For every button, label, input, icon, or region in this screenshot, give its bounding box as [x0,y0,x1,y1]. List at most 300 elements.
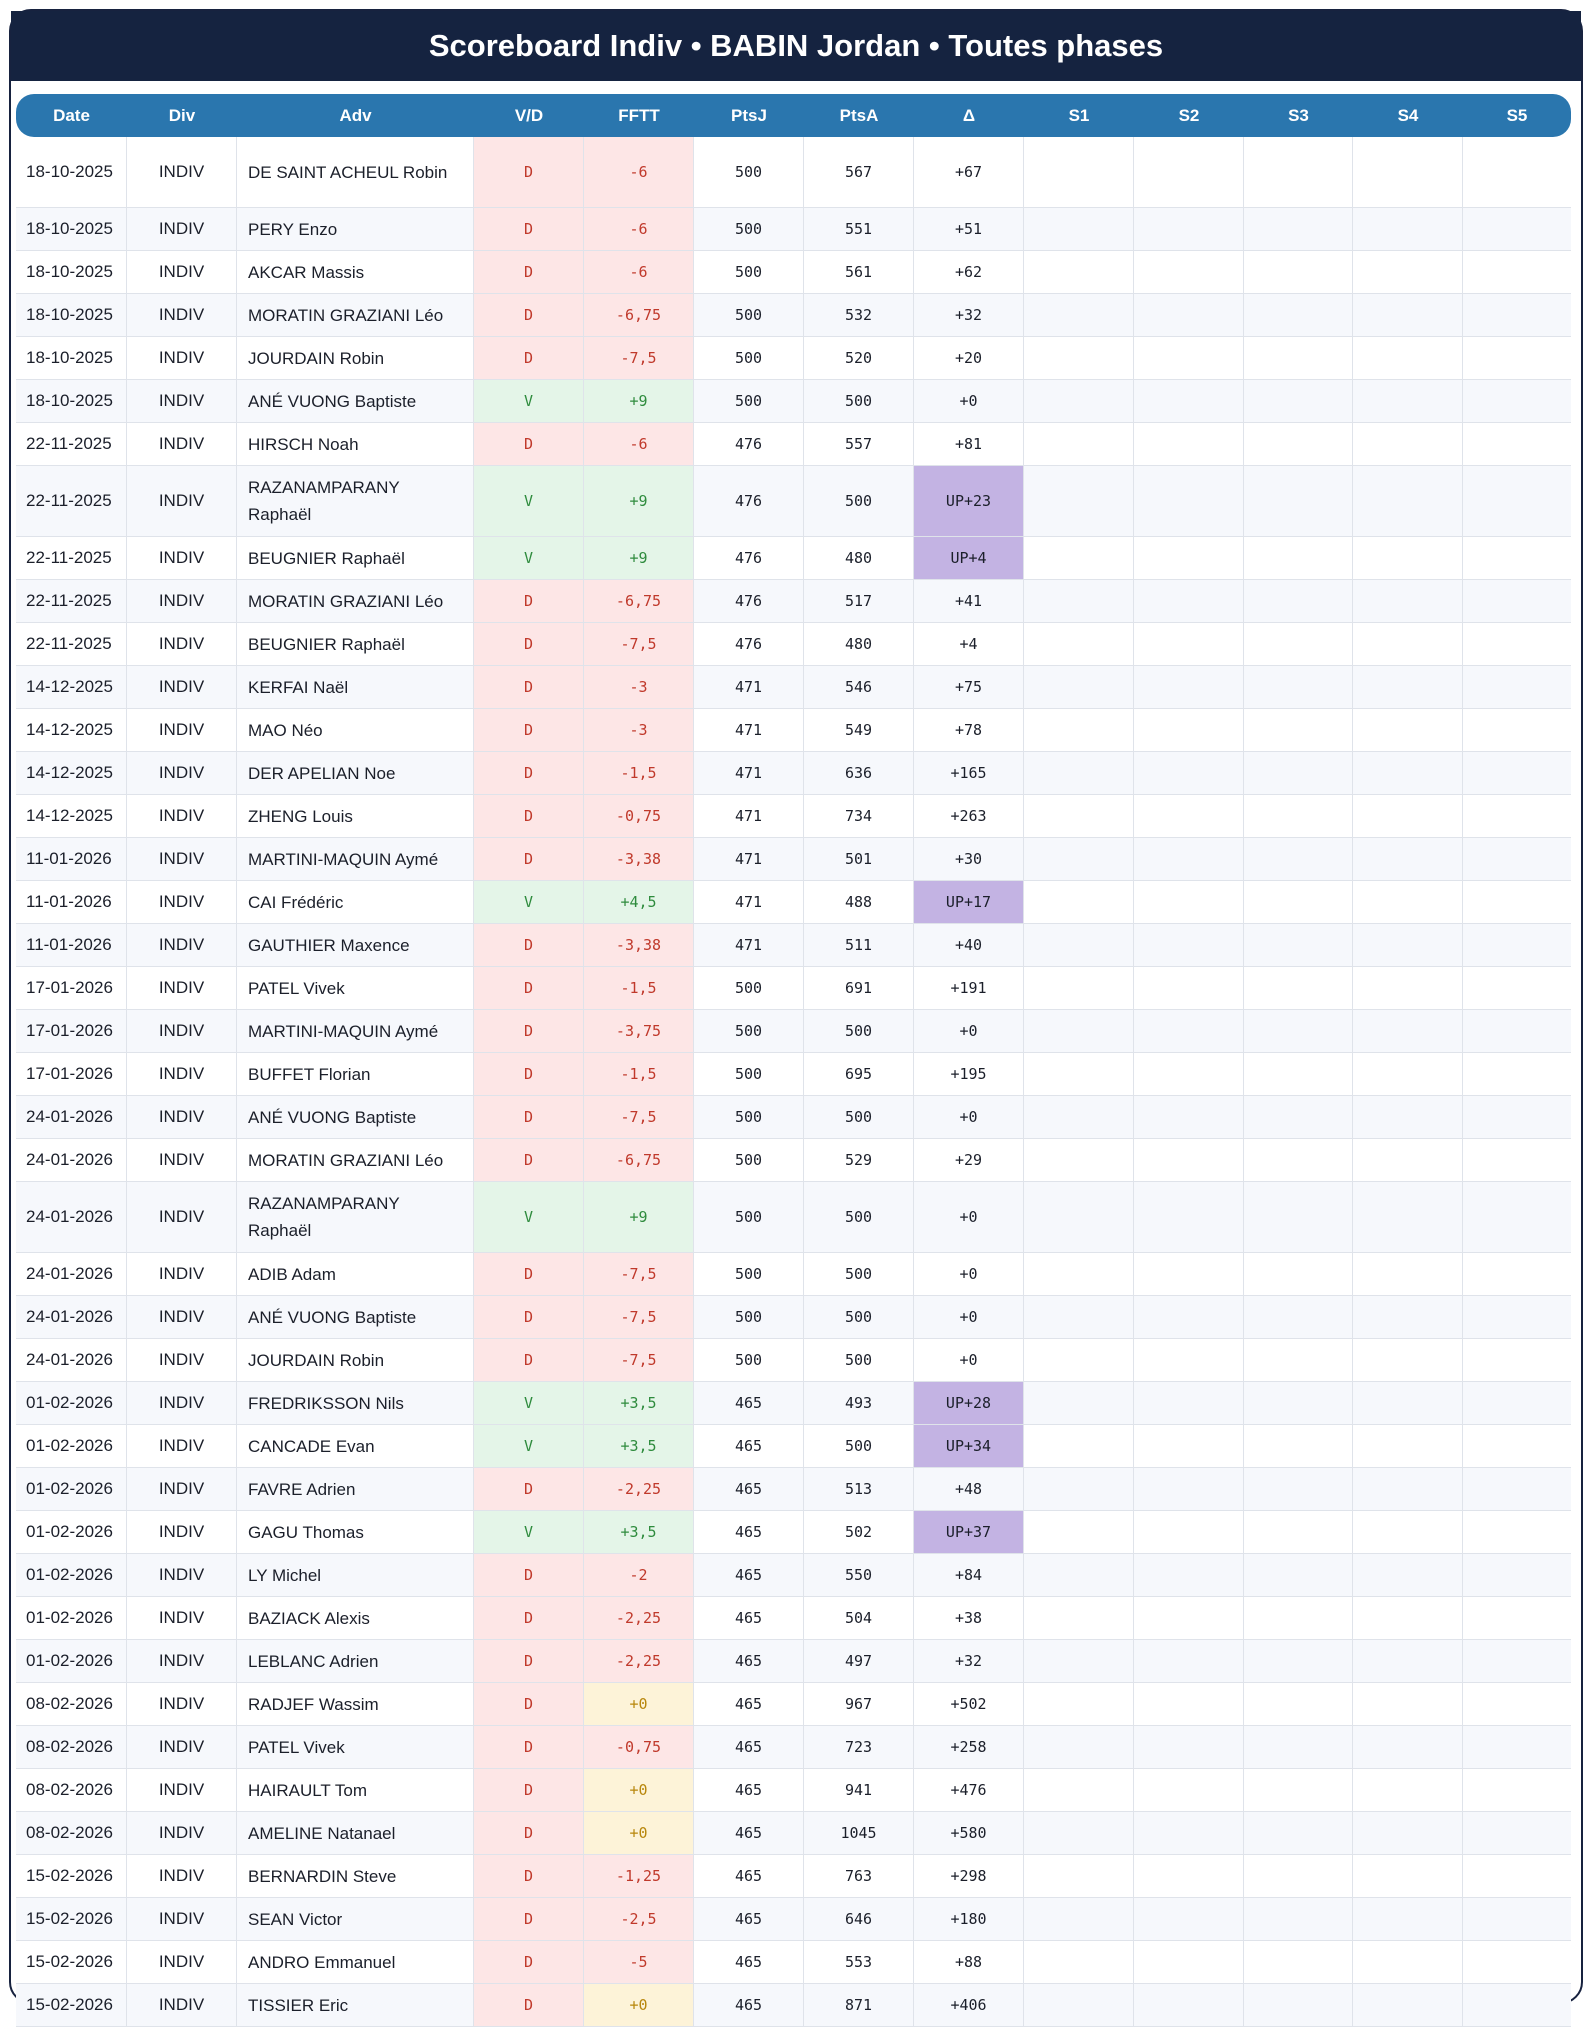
set-2-cell [1134,1640,1244,1682]
table-row [16,1683,1571,1726]
set-5-cell [1463,137,1571,207]
date-cell: 15-02-2026 [16,1984,127,2026]
delta-cell: +88 [914,1941,1024,1983]
fftt-points-cell: -2,25 [584,1468,694,1510]
div-cell: INDIV [127,423,237,465]
player-points-cell: 471 [694,709,804,751]
delta-cell: +298 [914,1855,1024,1897]
set-3-cell [1244,967,1353,1009]
set-5-cell [1463,1726,1571,1768]
div-cell: INDIV [127,1382,237,1424]
set-2-cell [1134,1769,1244,1811]
delta-cell: +165 [914,752,1024,794]
div-cell: INDIV [127,1425,237,1467]
date-cell: 01-02-2026 [16,1511,127,1553]
set-5-cell [1463,709,1571,751]
opponent-points-cell: 500 [804,466,914,536]
player-points-cell: 465 [694,1511,804,1553]
player-points-cell: 471 [694,752,804,794]
set-5-cell [1463,1683,1571,1725]
date-cell: 18-10-2025 [16,251,127,293]
fftt-points-cell: -7,5 [584,337,694,379]
opponent-points-cell: 532 [804,294,914,336]
player-points-cell: 465 [694,1898,804,1940]
fftt-points-cell: -1,5 [584,752,694,794]
fftt-points-cell: -5 [584,1941,694,1983]
date-cell: 24-01-2026 [16,1139,127,1181]
result-cell: D [474,1053,584,1095]
set-3-cell [1244,709,1353,751]
set-5-cell [1463,466,1571,536]
table-row [16,251,1571,294]
opponent-cell: RAZANAMPARANY Raphaël [237,466,474,536]
set-1-cell [1024,380,1134,422]
set-1-cell [1024,623,1134,665]
opponent-cell: MAO Néo [237,709,474,751]
delta-cell: +195 [914,1053,1024,1095]
set-5-cell [1463,1984,1571,2026]
result-cell: D [474,795,584,837]
result-cell: D [474,623,584,665]
set-4-cell [1353,208,1463,250]
fftt-points-cell: -2 [584,1554,694,1596]
player-points-cell: 500 [694,1339,804,1381]
set-5-cell [1463,924,1571,966]
fftt-points-cell: +9 [584,1182,694,1252]
set-3-cell [1244,1182,1353,1252]
fftt-points-cell: -6,75 [584,1139,694,1181]
set-4-cell [1353,1182,1463,1252]
opponent-cell: FREDRIKSSON Nils [237,1382,474,1424]
table-row [16,294,1571,337]
set-2-cell [1134,1053,1244,1095]
div-cell: INDIV [127,1053,237,1095]
set-1-cell [1024,1726,1134,1768]
set-3-cell [1244,580,1353,622]
result-cell: D [474,337,584,379]
opponent-cell: ADIB Adam [237,1253,474,1295]
opponent-points-cell: 513 [804,1468,914,1510]
fftt-points-cell: -3,38 [584,838,694,880]
opponent-points-cell: 502 [804,1511,914,1553]
result-cell: D [474,423,584,465]
set-3-cell [1244,1769,1353,1811]
result-cell: D [474,1855,584,1897]
div-cell: INDIV [127,838,237,880]
set-2-cell [1134,1010,1244,1052]
set-1-cell [1024,1554,1134,1596]
div-cell: INDIV [127,1898,237,1940]
set-1-cell [1024,1253,1134,1295]
set-1-cell [1024,838,1134,880]
table-row [16,1182,1571,1253]
delta-cell: +29 [914,1139,1024,1181]
result-cell: V [474,881,584,923]
set-1-cell [1024,294,1134,336]
player-points-cell: 500 [694,137,804,207]
set-5-cell [1463,1010,1571,1052]
set-5-cell [1463,1096,1571,1138]
set-2-cell [1134,137,1244,207]
fftt-points-cell: +9 [584,466,694,536]
result-cell: D [474,1096,584,1138]
set-5-cell [1463,537,1571,579]
delta-cell: UP+23 [914,466,1024,536]
opponent-points-cell: 549 [804,709,914,751]
fftt-points-cell: +3,5 [584,1511,694,1553]
table-body [16,137,1571,2027]
column-header: Adv [339,105,372,125]
table-header [16,94,1571,137]
result-cell: D [474,1010,584,1052]
delta-cell: +0 [914,1096,1024,1138]
set-3-cell [1244,1253,1353,1295]
set-5-cell [1463,838,1571,880]
column-header: S2 [1178,105,1200,125]
set-2-cell [1134,752,1244,794]
fftt-points-cell: +9 [584,380,694,422]
table-row [16,1468,1571,1511]
set-4-cell [1353,1139,1463,1181]
date-cell: 22-11-2025 [16,537,127,579]
table-row [16,1382,1571,1425]
date-cell: 18-10-2025 [16,208,127,250]
player-points-cell: 476 [694,423,804,465]
delta-cell: +0 [914,1010,1024,1052]
set-2-cell [1134,709,1244,751]
fftt-points-cell: -1,5 [584,967,694,1009]
set-4-cell [1353,1339,1463,1381]
set-3-cell [1244,208,1353,250]
table-row [16,1812,1571,1855]
set-1-cell [1024,1053,1134,1095]
set-1-cell [1024,1182,1134,1252]
set-1-cell [1024,967,1134,1009]
opponent-points-cell: 529 [804,1139,914,1181]
player-points-cell: 465 [694,1984,804,2026]
set-5-cell [1463,795,1571,837]
set-4-cell [1353,1253,1463,1295]
delta-cell: UP+17 [914,881,1024,923]
table-row [16,580,1571,623]
delta-cell: +32 [914,1640,1024,1682]
date-cell: 22-11-2025 [16,423,127,465]
set-2-cell [1134,623,1244,665]
opponent-cell: PATEL Vivek [237,967,474,1009]
opponent-cell: PATEL Vivek [237,1726,474,1768]
player-points-cell: 500 [694,1096,804,1138]
set-3-cell [1244,795,1353,837]
opponent-points-cell: 504 [804,1597,914,1639]
opponent-cell: BAZIACK Alexis [237,1597,474,1639]
scoreboard-card [9,9,1583,2015]
opponent-cell: KERFAI Naël [237,666,474,708]
fftt-points-cell: +0 [584,1984,694,2026]
result-cell: D [474,709,584,751]
player-points-cell: 500 [694,1053,804,1095]
set-5-cell [1463,1941,1571,1983]
opponent-cell: DE SAINT ACHEUL Robin [237,137,474,207]
div-cell: INDIV [127,752,237,794]
result-cell: V [474,1425,584,1467]
delta-cell: +41 [914,580,1024,622]
div-cell: INDIV [127,137,237,207]
set-4-cell [1353,537,1463,579]
delta-cell: +30 [914,838,1024,880]
opponent-points-cell: 567 [804,137,914,207]
set-3-cell [1244,337,1353,379]
opponent-points-cell: 488 [804,881,914,923]
result-cell: D [474,752,584,794]
result-cell: D [474,137,584,207]
result-cell: D [474,251,584,293]
opponent-cell: RADJEF Wassim [237,1683,474,1725]
column-header: S4 [1397,105,1419,125]
set-2-cell [1134,924,1244,966]
set-1-cell [1024,251,1134,293]
table-row [16,1855,1571,1898]
result-cell: D [474,1253,584,1295]
fftt-points-cell: +3,5 [584,1382,694,1424]
player-points-cell: 465 [694,1769,804,1811]
table-row [16,466,1571,537]
opponent-points-cell: 1045 [804,1812,914,1854]
table-row [16,208,1571,251]
set-2-cell [1134,1096,1244,1138]
fftt-points-cell: -7,5 [584,623,694,665]
set-3-cell [1244,537,1353,579]
set-2-cell [1134,1468,1244,1510]
div-cell: INDIV [127,795,237,837]
set-4-cell [1353,1296,1463,1338]
player-points-cell: 465 [694,1812,804,1854]
fftt-points-cell: +0 [584,1683,694,1725]
opponent-cell: LY Michel [237,1554,474,1596]
date-cell: 08-02-2026 [16,1769,127,1811]
div-cell: INDIV [127,1683,237,1725]
result-cell: D [474,666,584,708]
set-3-cell [1244,466,1353,536]
opponent-cell: TISSIER Eric [237,1984,474,2026]
set-5-cell [1463,423,1571,465]
table-row [16,666,1571,709]
opponent-cell: MORATIN GRAZIANI Léo [237,580,474,622]
delta-cell: +180 [914,1898,1024,1940]
delta-cell: +263 [914,795,1024,837]
opponent-cell: ZHENG Louis [237,795,474,837]
fftt-points-cell: -6,75 [584,294,694,336]
div-cell: INDIV [127,466,237,536]
delta-cell: +191 [914,967,1024,1009]
date-cell: 01-02-2026 [16,1425,127,1467]
opponent-cell: BERNARDIN Steve [237,1855,474,1897]
result-cell: V [474,380,584,422]
date-cell: 18-10-2025 [16,337,127,379]
opponent-cell: BEUGNIER Raphaël [237,623,474,665]
set-4-cell [1353,466,1463,536]
column-header: FFTT [618,105,660,125]
fftt-points-cell: +0 [584,1769,694,1811]
set-5-cell [1463,580,1571,622]
result-cell: D [474,1554,584,1596]
opponent-cell: ANDRO Emmanuel [237,1941,474,1983]
set-4-cell [1353,1812,1463,1854]
table-row [16,924,1571,967]
date-cell: 18-10-2025 [16,294,127,336]
player-points-cell: 500 [694,1010,804,1052]
delta-cell: +38 [914,1597,1024,1639]
date-cell: 17-01-2026 [16,1010,127,1052]
player-points-cell: 500 [694,251,804,293]
div-cell: INDIV [127,1096,237,1138]
set-4-cell [1353,1726,1463,1768]
opponent-points-cell: 551 [804,208,914,250]
opponent-points-cell: 546 [804,666,914,708]
set-3-cell [1244,1683,1353,1725]
opponent-points-cell: 636 [804,752,914,794]
set-2-cell [1134,666,1244,708]
result-cell: D [474,924,584,966]
set-4-cell [1353,1898,1463,1940]
set-3-cell [1244,1010,1353,1052]
div-cell: INDIV [127,1139,237,1181]
div-cell: INDIV [127,580,237,622]
div-cell: INDIV [127,537,237,579]
player-points-cell: 476 [694,466,804,536]
set-4-cell [1353,838,1463,880]
set-4-cell [1353,1597,1463,1639]
set-1-cell [1024,1941,1134,1983]
date-cell: 01-02-2026 [16,1468,127,1510]
table-row [16,337,1571,380]
set-2-cell [1134,795,1244,837]
player-points-cell: 500 [694,294,804,336]
set-4-cell [1353,251,1463,293]
set-1-cell [1024,1010,1134,1052]
player-points-cell: 465 [694,1554,804,1596]
div-cell: INDIV [127,337,237,379]
set-1-cell [1024,137,1134,207]
set-3-cell [1244,1511,1353,1553]
player-points-cell: 471 [694,881,804,923]
column-header: V/D [514,105,544,125]
player-points-cell: 500 [694,967,804,1009]
set-2-cell [1134,1139,1244,1181]
set-2-cell [1134,1182,1244,1252]
fftt-points-cell: +9 [584,537,694,579]
fftt-points-cell: -7,5 [584,1339,694,1381]
set-1-cell [1024,1296,1134,1338]
table-row [16,1053,1571,1096]
div-cell: INDIV [127,1296,237,1338]
div-cell: INDIV [127,251,237,293]
set-1-cell [1024,924,1134,966]
player-points-cell: 465 [694,1425,804,1467]
delta-cell: UP+28 [914,1382,1024,1424]
fftt-points-cell: -6 [584,137,694,207]
result-cell: V [474,1382,584,1424]
table-row [16,1554,1571,1597]
set-5-cell [1463,1253,1571,1295]
opponent-cell: FAVRE Adrien [237,1468,474,1510]
set-4-cell [1353,337,1463,379]
set-1-cell [1024,1683,1134,1725]
date-cell: 14-12-2025 [16,795,127,837]
delta-cell: +32 [914,294,1024,336]
table-row [16,137,1571,208]
set-5-cell [1463,1425,1571,1467]
delta-cell: +78 [914,709,1024,751]
fftt-points-cell: -3 [584,709,694,751]
set-3-cell [1244,1425,1353,1467]
set-3-cell [1244,924,1353,966]
result-cell: V [474,1182,584,1252]
delta-cell: +0 [914,1182,1024,1252]
player-points-cell: 500 [694,380,804,422]
fftt-points-cell: +0 [584,1812,694,1854]
opponent-cell: AKCAR Massis [237,251,474,293]
set-5-cell [1463,1053,1571,1095]
result-cell: D [474,1683,584,1725]
date-cell: 17-01-2026 [16,1053,127,1095]
set-1-cell [1024,1139,1134,1181]
date-cell: 22-11-2025 [16,623,127,665]
div-cell: INDIV [127,881,237,923]
set-4-cell [1353,795,1463,837]
date-cell: 18-10-2025 [16,380,127,422]
player-points-cell: 476 [694,623,804,665]
delta-cell: +81 [914,423,1024,465]
set-4-cell [1353,967,1463,1009]
set-4-cell [1353,1468,1463,1510]
set-5-cell [1463,881,1571,923]
set-2-cell [1134,1253,1244,1295]
set-5-cell [1463,208,1571,250]
div-cell: INDIV [127,1812,237,1854]
result-cell: D [474,1597,584,1639]
set-2-cell [1134,380,1244,422]
table-row [16,881,1571,924]
table-row [16,752,1571,795]
date-cell: 17-01-2026 [16,967,127,1009]
div-cell: INDIV [127,1597,237,1639]
div-cell: INDIV [127,1554,237,1596]
set-2-cell [1134,1855,1244,1897]
div-cell: INDIV [127,1182,237,1252]
table-row [16,967,1571,1010]
table-row [16,1425,1571,1468]
fftt-points-cell: -3 [584,666,694,708]
div-cell: INDIV [127,1984,237,2026]
set-3-cell [1244,294,1353,336]
set-3-cell [1244,1296,1353,1338]
table-row [16,1769,1571,1812]
set-1-cell [1024,580,1134,622]
set-3-cell [1244,1941,1353,1983]
player-points-cell: 500 [694,337,804,379]
div-cell: INDIV [127,380,237,422]
set-3-cell [1244,1053,1353,1095]
opponent-points-cell: 557 [804,423,914,465]
date-cell: 14-12-2025 [16,666,127,708]
div-cell: INDIV [127,1769,237,1811]
set-4-cell [1353,423,1463,465]
date-cell: 24-01-2026 [16,1339,127,1381]
opponent-points-cell: 734 [804,795,914,837]
delta-cell: +0 [914,1296,1024,1338]
set-5-cell [1463,1511,1571,1553]
set-2-cell [1134,537,1244,579]
